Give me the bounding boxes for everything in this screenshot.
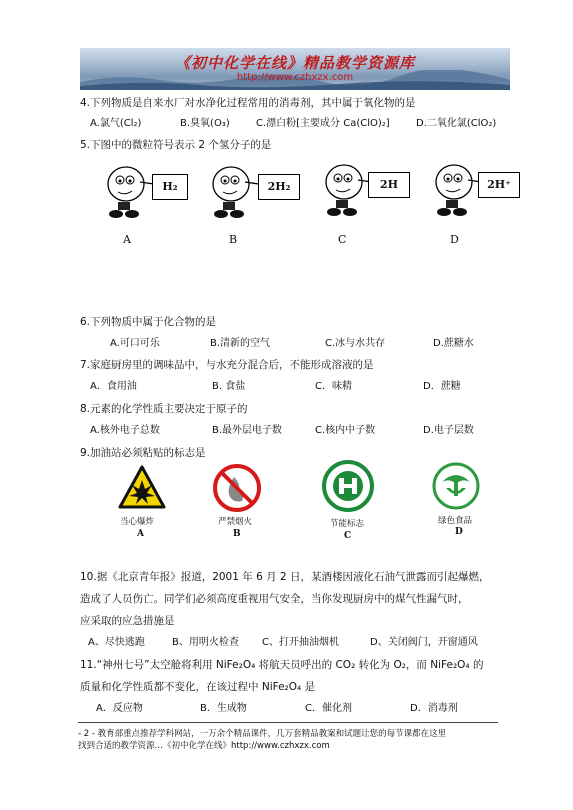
footer-line-2: 找到合适的教学资源…《初中化学在线》http://www.czhxzx.com [78, 741, 330, 751]
figure-label-b: B [229, 233, 238, 246]
question-10-line-1: 10.据《北京青年报》报道，2001 年 6 月 2 日，某酒楼因液化石油气泄露而引起爆燃， [80, 571, 490, 583]
q6-option-b: B.清新的空气 [210, 338, 271, 349]
q10-option-b: B、用明火检查 [172, 637, 239, 648]
symbol-box-a: H₂ [152, 174, 188, 200]
q8-option-b: B.最外层电子数 [212, 425, 283, 436]
banner-title: 《初中化学在线》精品教学资源库 [174, 54, 415, 72]
cartoon-figure-b [205, 160, 265, 222]
sign-letter-c: C [344, 531, 352, 541]
q7-option-a: A．食用油 [90, 381, 137, 392]
q8-option-c: C.核内中子数 [315, 425, 376, 436]
footer-line-1: - 2 - 教育部重点推荐学科网站，一万余个精品课件，几万套精品教案和试题让您的每节课都在这里 [78, 729, 447, 739]
q4-option-a: A.氯气(Cl₂) [90, 118, 142, 129]
symbol-box-b: 2H₂ [258, 174, 300, 200]
question-4-stem: 4.下列物质是自来水厂对水净化过程常用的消毒剂，其中属于氧化物的是 [80, 97, 416, 109]
q11-option-c: C．催化剂 [305, 703, 352, 714]
question-9-stem: 9.加油站必须粘贴的标志是 [80, 447, 206, 459]
question-11-line-2: 质量和化学性质都不变化，在该过程中 NiFe₂O₄ 是 [80, 681, 316, 693]
q4-option-b: B.臭氧(O₃) [180, 118, 230, 129]
q10-option-c: C、打开抽油烟机 [262, 637, 339, 648]
page-footer [78, 728, 498, 752]
q4-option-c: C.漂白粉[主要成分 Ca(ClO)₂] [256, 118, 390, 129]
figure-label-d: D [450, 233, 459, 246]
header-banner [80, 48, 510, 90]
sign-caption-a: 当心爆炸 [120, 517, 155, 527]
energy-saving-icon [322, 460, 374, 512]
q11-option-b: B．生成物 [200, 703, 247, 714]
figure-label-a: A [123, 233, 131, 246]
question-5-stem: 5.下图中的微粒符号表示 2 个氢分子的是 [80, 139, 272, 151]
q11-option-d: D．消毒剂 [410, 703, 458, 714]
q7-option-c: C．味精 [315, 381, 352, 392]
question-8-stem: 8.元素的化学性质主要决定于原子的 [80, 403, 248, 415]
cartoon-figure-a [100, 160, 160, 222]
question-10-line-3: 应采取的应急措施是 [80, 615, 175, 627]
footer-divider [78, 722, 498, 723]
q4-option-d: D.二氧化氯(ClO₂) [416, 118, 497, 129]
symbol-box-d: 2H⁺ [478, 172, 520, 198]
sign-letter-a: A [137, 529, 144, 539]
symbol-box-c: 2H [368, 172, 410, 198]
sign-letter-d: D [455, 527, 463, 537]
question-11-line-1: 11.“神州七号”太空舱将利用 NiFe₂O₄ 将航天员呼出的 CO₂ 转化为 O₂，而 NiFe₂O₄ 的 [80, 659, 484, 671]
explosion-warning-icon [118, 465, 166, 511]
figure-label-c: C [338, 233, 347, 246]
banner-url[interactable]: http://www.czhxzx.com [236, 72, 354, 83]
question-6-stem: 6.下列物质中属于化合物的是 [80, 316, 217, 328]
q10-option-d: D、关闭阀门，开窗通风 [370, 637, 478, 648]
q7-option-d: D．蔗糖 [423, 381, 461, 392]
q8-option-a: A.核外电子总数 [90, 425, 160, 436]
sign-caption-d: 绿色食品 [438, 516, 473, 526]
q7-option-b: B. 食盐 [212, 381, 246, 392]
q6-option-d: D.蔗糖水 [433, 338, 474, 349]
q6-option-a: A.可口可乐 [110, 338, 160, 349]
question-7-stem: 7.家庭厨房里的调味品中，与水充分混合后，不能形成溶液的是 [80, 359, 374, 371]
green-food-icon [432, 462, 480, 510]
q10-option-a: A、尽快逃跑 [88, 637, 145, 648]
q11-option-a: A．反应物 [96, 703, 143, 714]
q6-option-c: C.冰与水共存 [325, 338, 386, 349]
sign-letter-b: B [233, 529, 241, 539]
sign-caption-c: 节能标志 [330, 519, 365, 529]
sign-caption-b: 严禁烟火 [218, 517, 253, 527]
q8-option-d: D.电子层数 [423, 425, 474, 436]
no-fire-icon [212, 463, 262, 513]
question-10-line-2: 造成了人员伤亡。同学们必须高度重视用气安全，当你发现厨房中的煤气性漏气时， [80, 593, 469, 605]
